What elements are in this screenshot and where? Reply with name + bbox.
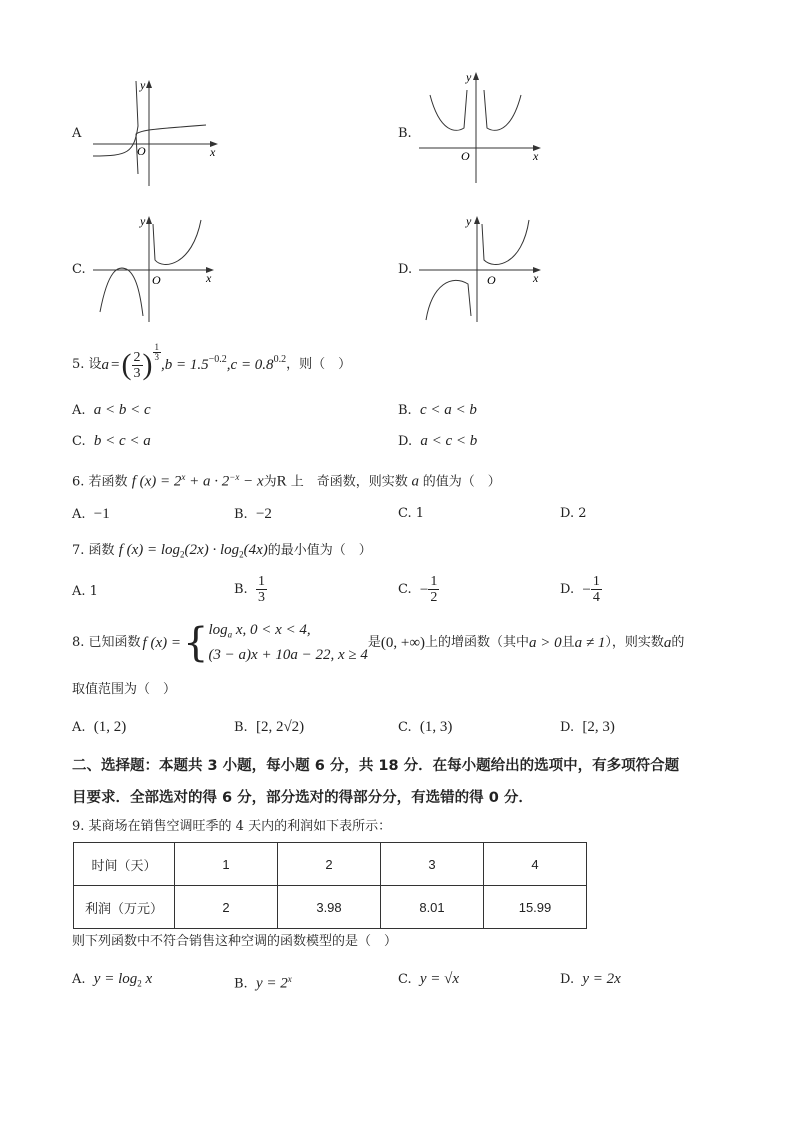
q9-question: 则下列函数中不符合销售这种空调的函数模型的是（ ） [72, 934, 398, 949]
q8-tail5: 的 [671, 635, 685, 650]
question-7 [72, 541, 372, 564]
table-cell: 利润（万元） [74, 886, 175, 929]
q5-option-c[interactable]: C. b < c < a [72, 433, 151, 449]
graph-b-origin-label: O [461, 149, 470, 163]
graph-d-origin-label: O [487, 273, 496, 287]
q5-c-exponent: 0.2 [273, 354, 287, 365]
q7-mid: (2x) · log [184, 542, 240, 558]
q5-c-expr: ,c = 0.8 [226, 357, 274, 373]
q8-tail3: 且 [561, 635, 575, 650]
q7-option-a[interactable]: A. 1 [72, 584, 98, 599]
q5-paren-close: ) [142, 348, 153, 381]
q7-tail: 的最小值为（ ） [267, 543, 372, 558]
table-cell: 2 [175, 886, 278, 929]
q8-cases [208, 620, 367, 667]
table-cell: 2 [278, 843, 381, 886]
q8-a: a [663, 635, 672, 651]
graph-a [88, 76, 223, 191]
q8-case2: (3 − a)x + 10a − 22, x ≥ 4 [208, 647, 368, 664]
q7-f: f (x) = log [118, 542, 181, 558]
q8-interval: (0, +∞) [380, 635, 426, 651]
q8-brace: { [182, 620, 209, 666]
q7-end: (4x) [243, 542, 268, 558]
question-8 [72, 621, 684, 665]
graph-d-x-label: x [533, 271, 539, 285]
q5-number: 5. 设 [72, 357, 102, 372]
q9-option-b[interactable]: B. $y = 2^x$ [234, 974, 292, 992]
graph-b-x-label: x [533, 149, 539, 163]
q7-number: 7. 函数 [72, 543, 115, 558]
q6-option-d[interactable]: D. 2 [560, 506, 587, 521]
graph-c-origin-label: O [152, 273, 161, 287]
q9-option-d[interactable]: D. y = 2x [560, 971, 621, 987]
q7-option-c[interactable]: C. − $\frac{1}{2}$ [398, 574, 438, 605]
q5-option-d[interactable]: D. a < c < b [398, 433, 478, 449]
table-cell: 4 [484, 843, 587, 886]
q8-number: 8. 已知函数 [72, 635, 141, 650]
table-cell: 时间（天） [74, 843, 175, 886]
q5-a-var: a [101, 357, 110, 373]
q6-option-c[interactable]: C. 1 [398, 506, 425, 521]
q5-paren-open: ( [121, 348, 132, 381]
graph-option-c-label[interactable]: C. [72, 262, 86, 277]
q8-option-c[interactable]: C. (1, 3) [398, 719, 453, 735]
q8-cond2: a ≠ 1 [574, 635, 606, 651]
q6-tail1: 为 [263, 474, 277, 490]
q5-eq: = [111, 357, 120, 373]
graph-option-d-label[interactable]: D. [398, 262, 413, 277]
table-row [74, 886, 587, 929]
q6-mid: + a · 2 [185, 473, 230, 490]
graph-d [414, 212, 549, 327]
q5-tail: ，则（ ） [286, 357, 352, 372]
q6-tail3: 的值为（ ） [422, 474, 501, 490]
q9-profit-table [73, 842, 587, 929]
q7-sub1: 2 [180, 549, 185, 560]
q6-a: a [407, 473, 423, 490]
q9-option-a[interactable]: A. $y = \log_2 x$ [72, 971, 153, 989]
q6-end: − x [239, 473, 264, 490]
graph-a-y-label: y [140, 78, 146, 92]
q7-option-b[interactable]: B. $\frac{1}{3}$ [234, 574, 265, 605]
question-5 [72, 342, 352, 385]
q8-option-b[interactable]: B. [2, 2√2) [234, 719, 305, 735]
q6-number: 6. 若函数 [72, 474, 128, 490]
graph-a-x-label: x [210, 145, 216, 159]
q5-b-expr: ,b = 1.5 [161, 357, 209, 373]
table-cell: 3.98 [278, 886, 381, 929]
q9-option-c[interactable]: C. y = √x [398, 971, 460, 987]
q5-b-exponent: −0.2 [208, 354, 227, 365]
q5-option-a[interactable]: A. a < b < c [72, 402, 151, 418]
question-6 [72, 468, 501, 491]
q8-cond1: a > 0 [529, 635, 562, 651]
graph-option-a-label[interactable]: A [72, 126, 82, 141]
graph-a-origin-label: O [137, 144, 146, 158]
graph-d-y-label: y [466, 214, 472, 228]
graph-option-b-label[interactable]: B. [398, 126, 412, 141]
q6-real-set: R [276, 473, 287, 490]
q8-tail4: ），则实数 [605, 635, 664, 650]
q9-intro: 9. 某商场在销售空调旺季的 4 天内的利润如下表所示： [72, 819, 392, 834]
graph-b [414, 68, 549, 188]
graph-c [88, 212, 223, 327]
graph-c-y-label: y [140, 214, 146, 228]
graph-b-y-label: y [466, 70, 472, 84]
q7-sub2: 2 [239, 549, 244, 560]
q8-option-d[interactable]: D. [2, 3) [560, 719, 615, 735]
q8-tail2: 上的增函数（其中 [425, 635, 530, 650]
q8-f: f (x) = [142, 635, 181, 651]
q8-line2: 取值范围为（ ） [72, 682, 177, 697]
q5-option-b[interactable]: B. c < a < b [398, 402, 477, 418]
q6-tail2: 上 奇函数，则实数 [286, 474, 408, 490]
table-cell: 15.99 [484, 886, 587, 929]
section2-heading-line1: 二、选择题：本题共 3 小题，每小题 6 分，共 18 分．在每小题给出的选项中，有多项符合题 [72, 758, 680, 774]
q6-option-b[interactable]: B. −2 [234, 506, 272, 522]
q6-f: f (x) = 2 [131, 473, 182, 490]
q8-option-a[interactable]: A. (1, 2) [72, 719, 127, 735]
q5-a-fraction: $\frac{2}{3}$ [133, 349, 141, 381]
q7-option-d[interactable]: D. − $\frac{1}{4}$ [560, 574, 600, 605]
table-cell: 8.01 [381, 886, 484, 929]
q5-a-exponent: $\frac{1}{3}$ [154, 342, 160, 362]
table-cell: 3 [381, 843, 484, 886]
section2-heading-line2: 目要求．全部选对的得 6 分，部分选对的得部分分，有选错的得 0 分． [72, 790, 533, 806]
q8-case1: $\log_a x$, 0 < x < 4, [208, 621, 311, 640]
q6-option-a[interactable]: A. −1 [72, 506, 110, 522]
q6-exp2: −x [229, 472, 240, 482]
table-cell: 1 [175, 843, 278, 886]
q8-tail1: 是 [367, 635, 381, 650]
q6-exp1: x [181, 472, 186, 482]
graph-c-x-label: x [206, 271, 212, 285]
table-row [74, 843, 587, 886]
